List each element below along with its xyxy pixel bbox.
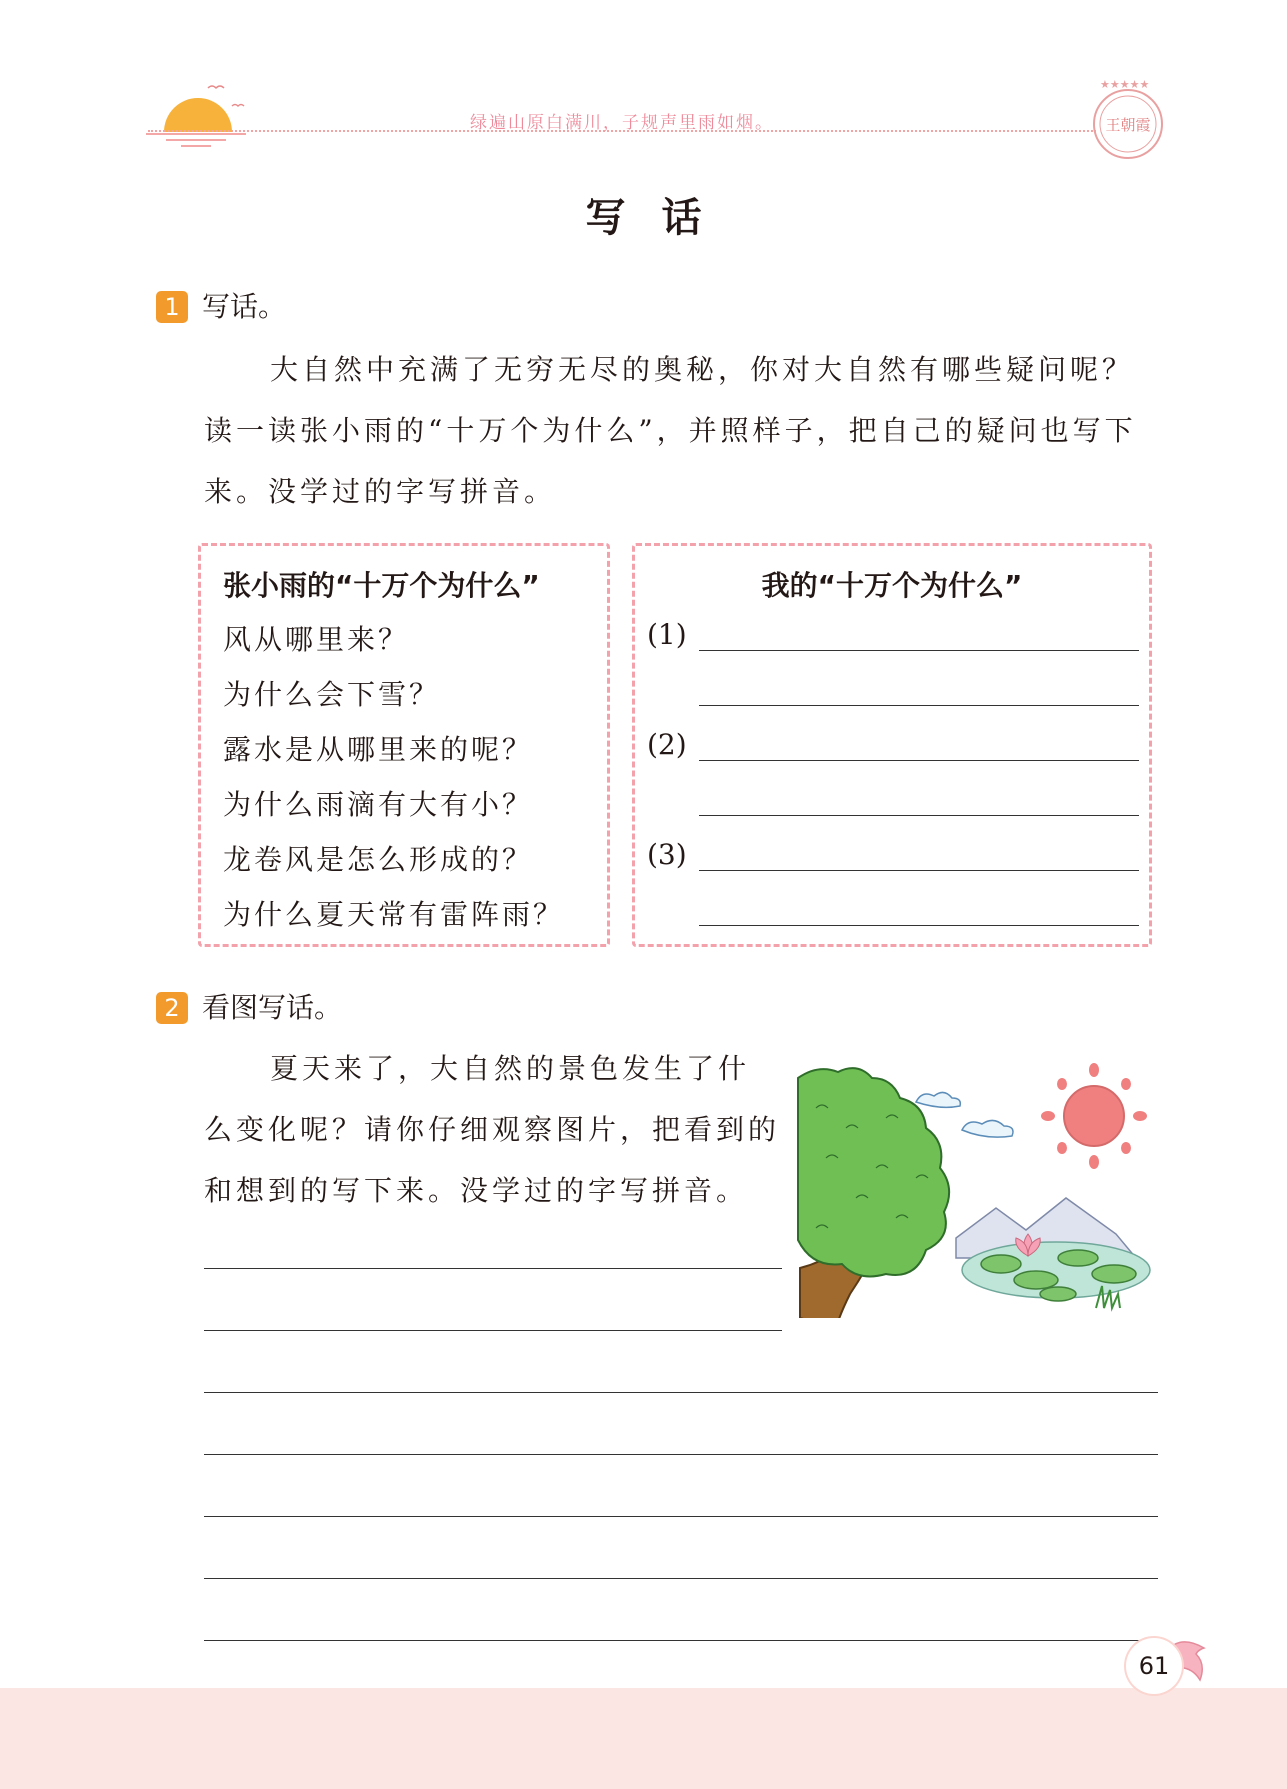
- section2-number-badge: 2: [156, 992, 188, 1024]
- writing-line[interactable]: [204, 1268, 782, 1269]
- section1-para-line: 读一读张小雨的“十万个为什么”，并照样子，把自己的疑问也写下: [204, 414, 1137, 447]
- answer-line[interactable]: [699, 650, 1139, 651]
- section2-para-line: 么变化呢？请你仔细观察图片，把看到的: [204, 1113, 781, 1146]
- seal-text: 王朝霞: [1105, 116, 1151, 134]
- example-questions-box: [198, 543, 610, 947]
- sun-icon: [1041, 1063, 1147, 1169]
- example-question: 风从哪里来？: [223, 623, 410, 656]
- example-question: 龙卷风是怎么形成的？: [223, 843, 534, 876]
- cloud-icon: [962, 1120, 1013, 1137]
- cloud-icon: [916, 1092, 960, 1107]
- answer-line[interactable]: [699, 870, 1139, 871]
- example-question: 为什么夏天常有雷阵雨？: [223, 898, 565, 931]
- writing-line[interactable]: [204, 1392, 1158, 1393]
- header-motto: 绿遍山原白满川，子规声里雨如烟。: [470, 113, 774, 133]
- section2-para-line: 和想到的写下来。没学过的字写拼音。: [204, 1174, 749, 1207]
- example-box-title: 张小雨的“十万个为什么”: [223, 569, 540, 602]
- writing-line[interactable]: [204, 1640, 1158, 1641]
- example-question: 为什么会下雪？: [223, 678, 441, 711]
- section2-instructions: [204, 1038, 804, 1221]
- answer-line[interactable]: [699, 705, 1139, 706]
- writing-line[interactable]: [204, 1454, 1158, 1455]
- section1-instructions: [204, 339, 1164, 522]
- section1-para-line: 来。没学过的字写拼音。: [204, 475, 557, 508]
- answer-line[interactable]: [699, 815, 1139, 816]
- summer-scene-illustration: [796, 1058, 1154, 1318]
- example-question: 为什么雨滴有大有小？: [223, 788, 534, 821]
- writing-line[interactable]: [204, 1578, 1158, 1579]
- writing-line[interactable]: [204, 1330, 782, 1331]
- page-title: 写话: [585, 195, 738, 241]
- section2-para-line: 夏天来了，大自然的景色发生了什: [270, 1052, 751, 1085]
- sunset-logo-icon: [146, 84, 256, 154]
- question-number: (2): [647, 728, 687, 761]
- answer-line[interactable]: [699, 760, 1139, 761]
- writing-line[interactable]: [204, 1516, 1158, 1517]
- section2-heading: 看图写话。: [202, 991, 343, 1024]
- page-number: 61: [1126, 1638, 1182, 1694]
- svg-text:★★★★★: ★★★★★: [1100, 78, 1150, 91]
- section1-para-line: 大自然中充满了无穷无尽的奥秘，你对大自然有哪些疑问呢？: [270, 353, 1135, 386]
- my-box-title: 我的“十万个为什么”: [761, 569, 1023, 602]
- question-number: (1): [647, 618, 687, 651]
- section1-number-badge: 1: [156, 291, 188, 323]
- section1-heading: 写话。: [202, 290, 287, 323]
- question-number: (3): [647, 838, 687, 871]
- example-question: 露水是从哪里来的呢？: [223, 733, 534, 766]
- seal-logo-icon: [1088, 76, 1168, 166]
- my-questions-box: [632, 543, 1152, 947]
- footer-band: [0, 1688, 1287, 1789]
- answer-line[interactable]: [699, 925, 1139, 926]
